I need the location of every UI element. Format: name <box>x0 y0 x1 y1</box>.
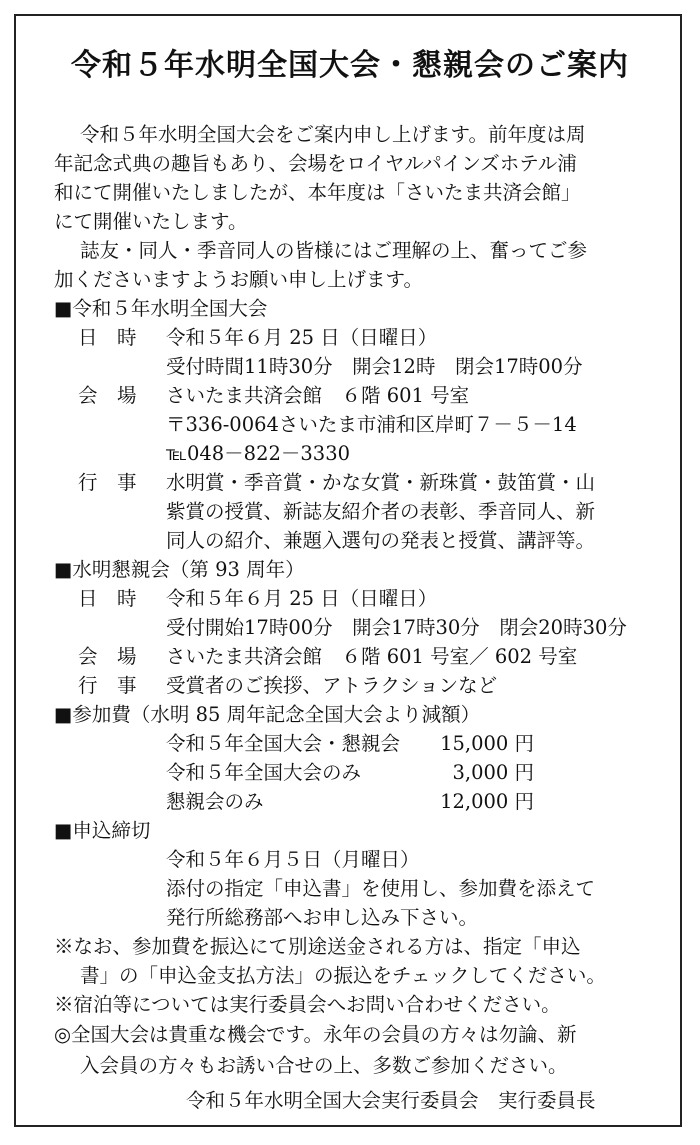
konshinkai-venue-label: 会 場 <box>78 645 137 668</box>
note-line: ※なお、参加費を振込にて別途送金される方は、指定「申込 <box>54 935 581 958</box>
closing-line: 入会員の方々もお誘い合せの上、多数ご参加ください。 <box>80 1054 568 1077</box>
fee-item-label: 令和５年全国大会・懇親会 <box>166 732 401 755</box>
intro-line: 加くださいますようお願い申し上げます。 <box>54 268 423 291</box>
taikai-time: 受付時間11時30分 開会12時 閉会17時00分 <box>166 355 583 378</box>
section-heading-deadline: ■申込締切 <box>54 819 151 842</box>
taikai-date-label: 日 時 <box>78 326 137 349</box>
section-heading-konshinkai: ■水明懇親会（第 93 周年） <box>54 558 305 581</box>
intro-line: 年記念式典の趣旨もあり、会場をロイヤルパインズホテル浦 <box>54 152 577 175</box>
konshinkai-venue: さいたま共済会館 ６階 601 号室／ 602 号室 <box>166 645 578 668</box>
page-title: 令和５年水明全国大会・懇親会のご案内 <box>71 48 629 83</box>
section-heading-taikai: ■令和５年水明全国大会 <box>54 297 268 320</box>
fee-item-label: 令和５年全国大会のみ <box>166 761 362 784</box>
intro-line: 和にて開催いたしましたが、本年度は「さいたま共済会館」 <box>54 181 581 204</box>
taikai-event: 水明賞・季音賞・かな女賞・新珠賞・鼓笛賞・山 <box>166 471 596 494</box>
intro-line: にて開催いたします。 <box>54 210 248 233</box>
fee-item-amount: 3,000 円 <box>452 761 534 784</box>
signature: 令和５年水明全国大会実行委員会 実行委員長 <box>186 1089 596 1112</box>
taikai-venue: さいたま共済会館 ６階 601 号室 <box>166 384 470 407</box>
konshinkai-date-label: 日 時 <box>78 587 137 610</box>
closing-line: ◎全国大会は貴重な機会です。永年の会員の方々は勿論、新 <box>54 1023 577 1046</box>
deadline-date: 令和５年６月５日（月曜日） <box>166 848 420 871</box>
taikai-address: 〒336-0064さいたま市浦和区岸町７－５－14 <box>166 413 577 436</box>
section-heading-fee: ■参加費（水明 85 周年記念全国大会より減額） <box>54 703 481 726</box>
fee-item-amount: 15,000 円 <box>440 732 534 755</box>
note-line: ※宿泊等については実行委員会へお問い合わせください。 <box>54 993 561 1016</box>
taikai-venue-label: 会 場 <box>78 384 137 407</box>
konshinkai-time: 受付開始17時00分 開会17時30分 閉会20時30分 <box>166 616 627 639</box>
deadline-instruction: 発行所総務部へお申し込み下さい。 <box>166 906 479 929</box>
konshinkai-event: 受賞者のご挨拶、アトラクションなど <box>166 674 498 697</box>
taikai-event-label: 行 事 <box>78 471 137 494</box>
fee-item-label: 懇親会のみ <box>166 790 264 813</box>
intro-line: 令和５年水明全国大会をご案内申し上げます。前年度は周 <box>80 123 586 146</box>
konshinkai-event-label: 行 事 <box>78 674 137 697</box>
intro-line: 誌友・同人・季音同人の皆様にはご理解の上、奮ってご参 <box>80 239 588 262</box>
note-line: 書」の「申込金支払方法」の振込をチェックしてください。 <box>80 964 606 987</box>
taikai-event: 紫賞の授賞、新誌友紹介者の表彰、季音同人、新 <box>166 500 596 523</box>
konshinkai-date: 令和５年６月 25 日（日曜日） <box>166 587 438 610</box>
deadline-instruction: 添付の指定「申込書」を使用し、参加費を添えて <box>166 877 596 900</box>
taikai-event: 同人の紹介、兼題入選句の発表と授賞、講評等。 <box>166 529 596 552</box>
taikai-phone: ℡048－822－3330 <box>166 442 351 465</box>
fee-item-amount: 12,000 円 <box>440 790 534 813</box>
taikai-date: 令和５年６月 25 日（日曜日） <box>166 326 438 349</box>
